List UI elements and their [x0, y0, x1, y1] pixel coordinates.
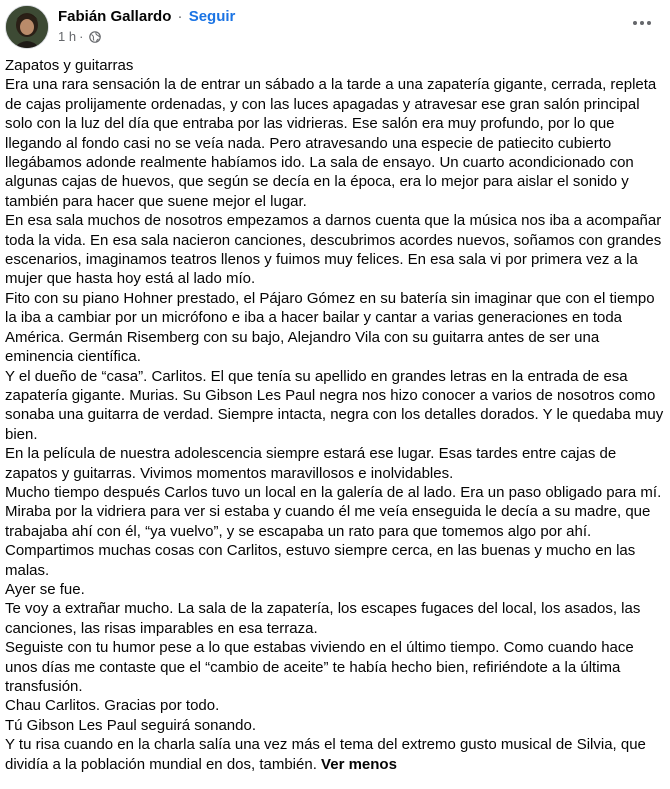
follow-button[interactable]: Seguir	[188, 8, 236, 25]
paragraph: Ayer se fue.	[5, 580, 85, 598]
post-meta	[58, 7, 235, 45]
post-header	[5, 5, 670, 49]
avatar-photo	[6, 6, 48, 48]
post-time[interactable]: 1 h	[58, 29, 77, 44]
author-name[interactable]: Fabián Gallardo	[58, 8, 172, 25]
paragraph: Mucho tiempo después Carlos tuvo un local en la galería de al lado. Era un paso obligado para mí. Miraba por la vidriera para ver si estaba y cuando él me veía enseguida le decía a su madre, que trabajaba ahí con él, “ya vuelvo”, y se escapaba un rato para que tomemos algo por ahí.	[5, 483, 662, 540]
more-options-icon[interactable]	[628, 13, 656, 33]
avatar[interactable]	[5, 5, 49, 49]
paragraph: Te voy a extrañar mucho. La sala de la zapatería, los escapes fugaces del local, los asados, las canciones, las risas imparables en esa terraza.	[5, 600, 641, 637]
last-paragraph	[5, 735, 665, 774]
timestamp-row	[58, 29, 235, 45]
paragraph: Compartimos muchas cosas con Carlitos, estuvo siempre cerca, en las buenas y mucho en las malas.	[5, 542, 636, 579]
paragraph: Y el dueño de “casa”. Carlitos. El que tenía su apellido en grandes letras en la entrada de esa zapatería gigante. Murias. Su Gibson Les Paul negra nos hizo conocer a varios de nosotros como sonaba una guitarra de verdad. Siempre intacta, negra con los detalles dorados. Y le quedaba muy bien.	[5, 367, 664, 443]
post-text	[5, 56, 665, 774]
paragraph: Seguiste con tu humor pese a lo que estabas viviendo en el último tiempo. Como cuando hace unos días me contaste que el “cambio de aceite” te había hecho bien, refiriéndote a la última transfusión.	[5, 639, 634, 695]
time-separator: ·	[79, 29, 84, 44]
paragraph: Tú Gibson Les Paul seguirá sonando.	[5, 716, 256, 734]
paragraph: Chau Carlitos. Gracias por todo.	[5, 697, 220, 715]
paragraph: Era una rara sensación la de entrar un sábado a la tarde a una zapatería gigante, cerrada, repleta de cajas prolijamente ordenadas, y con las luces apagadas y atravesar ese gran salón principal solo con la luz del día que entraba por las vidrieras. Ese salón era muy profundo, por lo que llegando al fondo casi no se veía nada. Pero atravesando una especie de patiecito cubierto llegábamos adonde realmente habíamos ido. La sala de ensayo. Un cuarto acondicionado con algunas cajas de huevos, que según se decía en la época, era lo mejor para aislar el sonido y también para hacer que suene mejor el lugar.	[5, 76, 657, 210]
globe-icon	[89, 31, 101, 43]
see-less-link[interactable]: Ver menos	[321, 755, 397, 773]
paragraph: En esa sala muchos de nosotros empezamos a darnos cuenta que la música nos iba a acompañar toda la vida. En esa sala nacieron canciones, descubrimos acordes nuevos, soñamos con grandes escenarios, imaginamos teatros llenos y fuimos muy felices. En esa sala vi por primera vez a la mujer que hasta hoy está al lado mío.	[5, 212, 662, 288]
paragraph: En la película de nuestra adolescencia siempre estará ese lugar. Esas tardes entre cajas de zapatos y guitarras. Vivimos momentos maravillosos e inolvidables.	[5, 445, 617, 482]
paragraph-text: Y tu risa cuando en la charla salía una vez más el tema del extremo gusto musical de Silvia, que dividía a la población mundial en dos, también.	[5, 736, 646, 773]
separator-dot: ·	[177, 8, 183, 25]
post-title: Zapatos y guitarras	[5, 57, 134, 74]
author-row	[58, 7, 235, 26]
paragraph: Fito con su piano Hohner prestado, el Pájaro Gómez en su batería sin imaginar que con el tiempo la iba a cambiar por un micrófono e iba a hacer bailar y cantar a varias generaciones en toda América. Germán Risemberg con su bajo, Alejandro Vila con su guitarra antes de ser una eminencia científica.	[5, 289, 655, 366]
